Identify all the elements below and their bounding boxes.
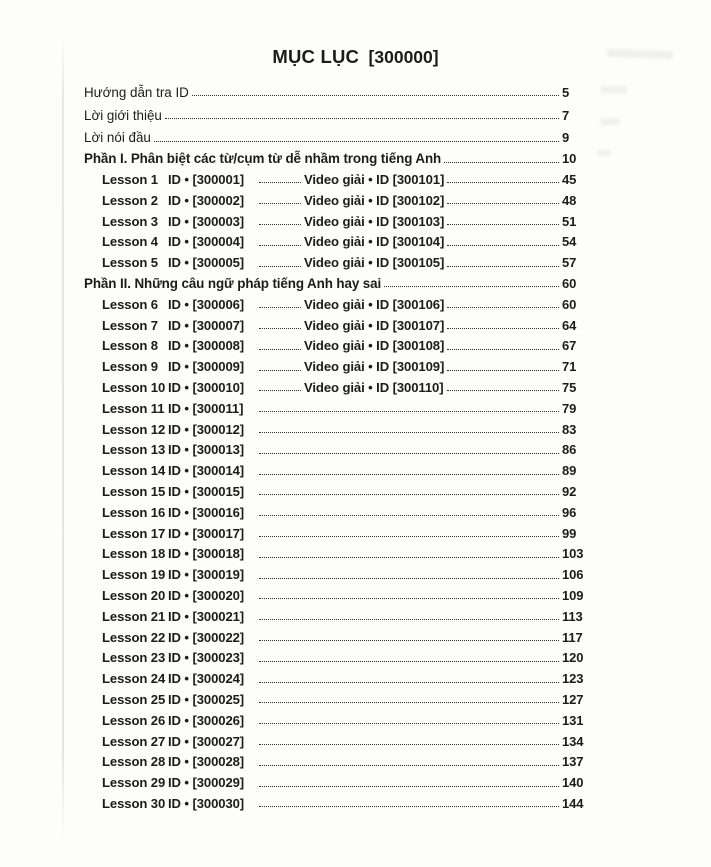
dotted-leader: [259, 474, 559, 475]
dotted-leader: [259, 494, 559, 495]
toc-lesson-id: ID • [300021]: [168, 608, 245, 624]
toc-lesson-row: [84, 229, 592, 250]
toc-entry-page-number: 9: [562, 130, 570, 146]
toc-lesson-page-number: 86: [562, 442, 577, 458]
toc-lesson-row: [84, 208, 592, 229]
toc-entry-label: Lời giới thiệu: [84, 107, 162, 123]
toc-lesson-row: [84, 166, 592, 187]
toc-lesson-page-number: 64: [562, 317, 577, 333]
toc-lesson-label: Lesson 11: [102, 400, 165, 416]
dotted-leader: [259, 266, 301, 267]
dotted-leader: [259, 411, 559, 412]
toc-lesson-row: [84, 603, 592, 624]
toc-lesson-row: [84, 437, 592, 458]
toc-lesson-page-number: 45: [562, 171, 577, 187]
toc-lesson-label: Lesson 24: [102, 671, 166, 687]
dotted-leader: [447, 349, 559, 350]
toc-lesson-id: ID • [300027]: [168, 733, 245, 749]
dotted-leader: [447, 224, 559, 225]
dotted-leader: [259, 349, 301, 350]
toc-lesson-label: Lesson 9: [102, 359, 158, 375]
toc-lesson-page-number: 134: [562, 733, 584, 749]
dotted-leader: [447, 266, 559, 267]
toc-front-matter-row: [84, 123, 592, 146]
toc-lesson-id: ID • [300018]: [168, 546, 245, 562]
toc-lesson-page-number: 92: [562, 483, 577, 499]
toc-entry-label: Hướng dẫn tra ID: [84, 84, 189, 100]
toc-section-heading: [84, 145, 592, 166]
dotted-leader: [259, 806, 559, 807]
toc-lesson-label: Lesson 20: [102, 587, 166, 603]
dotted-leader: [259, 786, 559, 787]
toc-lesson-video-id: Video giải • ID [300107]: [304, 317, 445, 333]
toc-lesson-label: Lesson 4: [102, 234, 158, 250]
dotted-leader: [259, 328, 301, 329]
toc-lesson-id: ID • [300012]: [168, 421, 245, 437]
toc-lesson-page-number: 60: [562, 296, 577, 312]
toc-lesson-label: Lesson 28: [102, 754, 166, 770]
dotted-leader: [259, 557, 559, 558]
toc-lesson-page-number: 67: [562, 338, 577, 354]
toc-lesson-page-number: 89: [562, 463, 577, 479]
toc-lesson-id: ID • [300028]: [168, 754, 245, 770]
toc-lesson-id: ID • [300011]: [168, 400, 244, 416]
toc-lesson-page-number: 140: [562, 775, 584, 791]
toc-lesson-label: Lesson 2: [102, 192, 158, 208]
toc-lesson-label: Lesson 29: [102, 775, 166, 791]
dotted-leader: [259, 702, 559, 703]
dotted-leader: [259, 245, 301, 246]
toc-section-title: Phần II. Những câu ngữ pháp tiếng Anh hay sai: [84, 275, 382, 291]
toc-lesson-id: ID • [300013]: [168, 442, 245, 458]
toc-lesson-label: Lesson 30: [102, 795, 166, 811]
toc-lesson-row: [84, 312, 592, 333]
dotted-leader: [259, 682, 559, 683]
dotted-leader: [259, 723, 559, 724]
toc-lesson-video-id: Video giải • ID [300110]: [304, 379, 444, 395]
toc-lesson-label: Lesson 15: [102, 483, 166, 499]
dotted-leader: [192, 95, 559, 96]
toc-lesson-label: Lesson 18: [102, 546, 166, 562]
toc-lesson-row: [84, 624, 592, 645]
toc-lesson-video-id: Video giải • ID [300101]: [304, 171, 445, 187]
toc-lesson-row: [84, 686, 592, 707]
dotted-leader: [447, 182, 559, 183]
dotted-leader: [384, 286, 559, 287]
toc-lesson-row: [84, 728, 592, 749]
toc-lesson-label: Lesson 1: [102, 171, 158, 187]
toc-lesson-id: ID • [300030]: [168, 795, 245, 811]
toc-lesson-label: Lesson 14: [102, 463, 166, 479]
dotted-leader: [447, 245, 559, 246]
dotted-leader: [259, 640, 559, 641]
toc-lesson-video-id: Video giải • ID [300102]: [304, 192, 445, 208]
toc-lesson-page-number: 51: [562, 213, 577, 229]
toc-lesson-id: ID • [300001]: [168, 171, 245, 187]
toc-lesson-page-number: 137: [562, 754, 584, 770]
toc-section-page-number: 60: [562, 275, 577, 291]
dotted-leader: [444, 162, 559, 163]
toc-lesson-video-id: Video giải • ID [300105]: [304, 255, 445, 271]
toc-lesson-label: Lesson 5: [102, 255, 158, 271]
toc-lesson-row: [84, 353, 592, 374]
dotted-leader: [447, 203, 559, 204]
toc-lesson-page-number: 123: [562, 671, 584, 687]
toc-lesson-row: [84, 291, 592, 312]
toc-entry-page-number: 7: [562, 107, 570, 123]
dotted-leader: [259, 536, 559, 537]
toc-lesson-id: ID • [300029]: [168, 775, 245, 791]
toc-front-matter-row: [84, 77, 592, 100]
toc-lesson-id: ID • [300022]: [168, 629, 245, 645]
toc-lesson-label: Lesson 13: [102, 442, 166, 458]
toc-lesson-page-number: 99: [562, 525, 577, 541]
toc-lesson-id: ID • [300007]: [168, 317, 245, 333]
toc-lesson-label: Lesson 23: [102, 650, 166, 666]
toc-lesson-page-number: 75: [562, 379, 577, 395]
dotted-leader: [259, 370, 301, 371]
toc-lesson-page-number: 54: [562, 234, 577, 250]
toc-section-heading: [84, 270, 592, 291]
toc-title-id-code: [300000]: [368, 47, 439, 67]
toc-lesson-row: [84, 499, 592, 520]
toc-lesson-label: Lesson 16: [102, 504, 166, 520]
toc-lesson-page-number: 109: [562, 587, 584, 603]
dotted-leader: [259, 765, 559, 766]
toc-section-title: Phần I. Phân biệt các từ/cụm từ dễ nhầm trong tiếng Anh: [84, 151, 442, 167]
toc-lesson-id: ID • [300006]: [168, 296, 245, 312]
toc-lesson-id: ID • [300010]: [168, 379, 245, 395]
toc-lesson-id: ID • [300002]: [168, 192, 245, 208]
toc-lesson-row: [84, 790, 592, 811]
toc-lesson-id: ID • [300014]: [168, 463, 245, 479]
toc-title-text: MỤC LỤC: [272, 46, 360, 67]
toc-front-matter: [84, 77, 592, 145]
toc-lesson-label: Lesson 27: [102, 733, 166, 749]
toc-lesson-page-number: 57: [562, 255, 577, 271]
toc-lesson-row: [84, 457, 592, 478]
toc-lesson-video-id: Video giải • ID [300108]: [304, 338, 445, 354]
toc-section-page-number: 10: [562, 151, 577, 167]
toc-lesson-row: [84, 395, 592, 416]
toc-lesson-label: Lesson 8: [102, 338, 158, 354]
toc-lesson-row: [84, 416, 592, 437]
toc-lesson-id: ID • [300023]: [168, 650, 245, 666]
toc-body: [84, 145, 592, 811]
toc-lesson-id: ID • [300003]: [168, 213, 245, 229]
toc-lesson-label: Lesson 12: [102, 421, 166, 437]
toc-lesson-label: Lesson 17: [102, 525, 166, 541]
toc-lesson-label: Lesson 21: [102, 608, 166, 624]
toc-lesson-page-number: 120: [562, 650, 584, 666]
toc-lesson-id: ID • [300009]: [168, 359, 245, 375]
toc-lesson-id: ID • [300024]: [168, 671, 245, 687]
toc-entry-label: Lời nói đầu: [84, 130, 151, 146]
page-title: [0, 46, 711, 68]
toc-lesson-label: Lesson 3: [102, 213, 158, 229]
dotted-leader: [447, 390, 560, 391]
toc-lesson-page-number: 79: [562, 400, 577, 416]
toc-lesson-row: [84, 478, 592, 499]
toc-lesson-page-number: 113: [562, 608, 583, 624]
toc-lesson-video-id: Video giải • ID [300109]: [304, 359, 445, 375]
toc-lesson-page-number: 117: [562, 629, 583, 645]
toc-lesson-row: [84, 707, 592, 728]
toc-lesson-row: [84, 249, 592, 270]
dotted-leader: [154, 141, 559, 142]
toc-entry-page-number: 5: [562, 84, 570, 100]
dotted-leader: [259, 661, 559, 662]
toc-lesson-row: [84, 561, 592, 582]
dotted-leader: [259, 224, 301, 225]
toc-lesson-row: [84, 374, 592, 395]
dotted-leader: [259, 390, 301, 391]
toc-lesson-row: [84, 749, 592, 770]
toc-lesson-page-number: 48: [562, 192, 577, 208]
dotted-leader: [259, 453, 559, 454]
dotted-leader: [259, 515, 559, 516]
toc-lesson-page-number: 131: [562, 712, 584, 728]
toc-lesson-label: Lesson 25: [102, 691, 166, 707]
toc-lesson-id: ID • [300025]: [168, 691, 245, 707]
toc-lesson-row: [84, 582, 592, 603]
dotted-leader: [447, 370, 559, 371]
toc-lesson-id: ID • [300016]: [168, 504, 245, 520]
dotted-leader: [447, 328, 559, 329]
dotted-leader: [259, 432, 559, 433]
dotted-leader: [259, 182, 301, 183]
toc-lesson-video-id: Video giải • ID [300103]: [304, 213, 445, 229]
toc-lesson-id: ID • [300008]: [168, 338, 245, 354]
dotted-leader: [259, 307, 301, 308]
toc-lesson-page-number: 127: [562, 691, 584, 707]
toc-lesson-label: Lesson 6: [102, 296, 158, 312]
toc-lesson-label: Lesson 22: [102, 629, 166, 645]
toc-lesson-row: [84, 333, 592, 354]
toc-lesson-page-number: 144: [562, 795, 584, 811]
toc-lesson-id: ID • [300020]: [168, 587, 245, 603]
toc-lesson-label: Lesson 19: [102, 567, 166, 583]
dotted-leader: [259, 578, 559, 579]
dotted-leader: [259, 744, 559, 745]
toc-lesson-page-number: 103: [562, 546, 584, 562]
toc-lesson-page-number: 96: [562, 504, 577, 520]
toc-lesson-id: ID • [300017]: [168, 525, 245, 541]
toc-lesson-page-number: 71: [562, 359, 577, 375]
toc-lesson-id: ID • [300019]: [168, 567, 245, 583]
dotted-leader: [259, 598, 559, 599]
dotted-leader: [447, 307, 559, 308]
dotted-leader: [259, 619, 559, 620]
toc-lesson-id: ID • [300005]: [168, 255, 245, 271]
toc-lesson-row: [84, 187, 592, 208]
dotted-leader: [259, 203, 301, 204]
toc-lesson-page-number: 83: [562, 421, 577, 437]
toc-lesson-video-id: Video giải • ID [300104]: [304, 234, 445, 250]
toc-lesson-label: Lesson 10: [102, 379, 166, 395]
toc-lesson-label: Lesson 7: [102, 317, 158, 333]
toc-front-matter-row: [84, 100, 592, 123]
toc-lesson-row: [84, 665, 592, 686]
toc-lesson-label: Lesson 26: [102, 712, 166, 728]
toc-lesson-id: ID • [300004]: [168, 234, 245, 250]
dotted-leader: [165, 118, 559, 119]
toc-lesson-row: [84, 541, 592, 562]
toc-lesson-id: ID • [300026]: [168, 712, 245, 728]
toc-lesson-row: [84, 769, 592, 790]
toc-lesson-row: [84, 645, 592, 666]
toc-lesson-page-number: 106: [562, 567, 584, 583]
toc-lesson-id: ID • [300015]: [168, 483, 245, 499]
toc-lesson-video-id: Video giải • ID [300106]: [304, 296, 445, 312]
toc-lesson-row: [84, 520, 592, 541]
